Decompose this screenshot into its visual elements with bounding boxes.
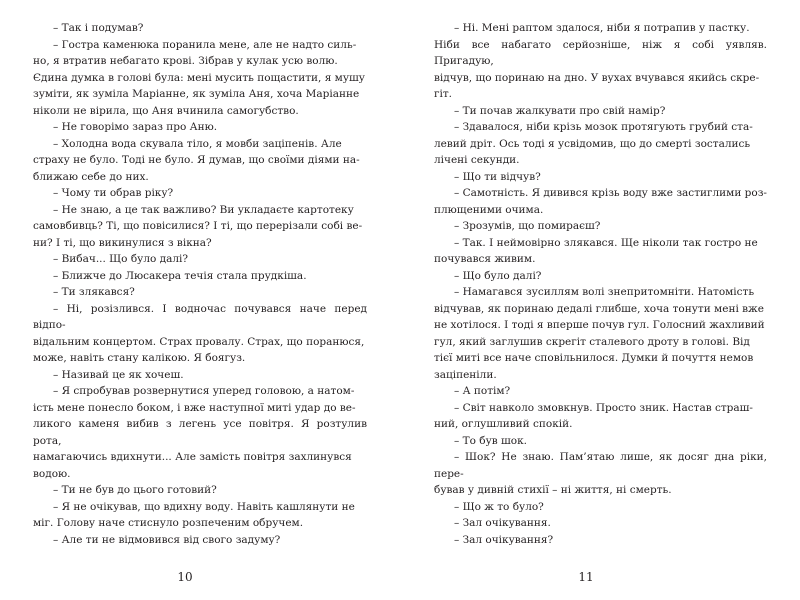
- right-page: [400, 0, 800, 600]
- paragraph: – Ближче до Люсакера течія стала прудкіша.: [53, 269, 307, 282]
- left-page-number: 10: [177, 570, 193, 584]
- paragraph: – Ти злякався?: [53, 286, 135, 298]
- paragraph: – Намагався зусиллям волі знепритомніти. Натомість відчував, як поринаю дедалі глибше, хоча тонути мені вже не хотілося. І тоді я вперше почув гул. Голосний жахливий гул, який заглушив скрегіт сталевого дроту в голові. Від тієї миті все наче сповільнилося. Думки й почуття немов заціпеніли.: [434, 286, 765, 381]
- paragraph: – Вибач... Що було далі?: [53, 253, 189, 265]
- paragraph: – Холодна вода скувала тіло, я мовби заціпенів. Але страху не було. Тоді не було. Я думав, що своїми діями на- ближаю себе до них.: [33, 137, 360, 183]
- paragraph: – Здавалося, ніби крізь мозок протягують грубий ста- левий дріт. Ось тоді я усвідомив, що до смерті зостались лічені секунди.: [434, 121, 753, 166]
- paragraph: – Ти почав жалкувати про свій намір?: [454, 104, 666, 117]
- paragraph: – Що ж то було?: [454, 500, 544, 513]
- paragraph: – Що ти відчув?: [454, 170, 541, 183]
- paragraph: – А потім?: [454, 385, 511, 397]
- paragraph: – Чому ти обрав ріку?: [53, 187, 174, 199]
- paragraph: – Не знаю, а це так важливо? Ви укладаєте картотеку самовбивць? Ті, що повісилися? І ті, що перерізали собі ве- ни? І ті, що викинулися з вікна?: [33, 203, 363, 249]
- right-page-text: [434, 20, 767, 548]
- paragraph: – Ти не був до цього готовий?: [53, 484, 217, 496]
- paragraph: – Гостра каменюка поранила мене, але не надто силь- но, я втратив небагато крові. Зібрав у кулак усю волю. Єдина думка в голові була: мені мусить пощастити, я мушу зуміти, як зуміла Маріанне, як зуміла Аня, хоча Маріанне ніколи не вірила, що Аня вчинила самогубство.: [33, 38, 365, 117]
- paragraph: – Я спробував розвернутися уперед головою, а натом- ість мене понесло боком, і вже наступної миті удар до ве- ликого каменя вибив з легень усе повітря. Я розтулив рота, намагаючись вдихнути... Але замість повітря захлинувся водою.: [33, 385, 367, 480]
- paragraph: – Не говорімо зараз про Аню.: [53, 121, 218, 133]
- paragraph: – Так і подумав?: [53, 22, 144, 34]
- paragraph: – Ні, розізлився. І водночас почувався наче перед відпо- відальним концертом. Страх провалу. Страх, що поранюся, може, навіть стану калікою. Я боягуз.: [33, 302, 367, 364]
- paragraph: – Що було далі?: [454, 269, 542, 282]
- paragraph: – Ні. Мені раптом здалося, ніби я потрапив у пастку. Ніби все набагато серйозніше, ніж я собі уявляв. Пригадую, відчув, що поринаю на дно. У вухах вчувався якийсь скре- гіт.: [434, 22, 767, 100]
- paragraph: – Зрозумів, що помираєш?: [454, 220, 601, 232]
- paragraph: – Самотність. Я дивився крізь воду вже застиглими роз- плющеними очима.: [434, 187, 767, 216]
- paragraph: – Шок? Не знаю. Пам’ятаю лише, як досяг дна ріки, пере- бував у дивній стихії – ні життя, ні смерть.: [434, 451, 767, 496]
- paragraph: – Називай це як хочеш.: [53, 368, 184, 381]
- paragraph: – Зал очікування.: [454, 517, 551, 529]
- paragraph: – Я не очікував, що вдихну воду. Навіть кашлянути не міг. Голову наче стиснуло розпеченим обручем.: [33, 500, 355, 529]
- paragraph: – Але ти не відмовився від свого задуму?: [53, 533, 281, 546]
- left-page-text: [33, 20, 367, 548]
- paragraph: – Світ навколо змовкнув. Просто зник. Настав страш- ний, оглушливий спокій.: [434, 401, 753, 430]
- paragraph: – Так. І неймовірно злякався. Ще ніколи так гостро не почувався живим.: [434, 236, 758, 265]
- paragraph: – Зал очікування?: [454, 533, 554, 546]
- right-page-number: 11: [578, 570, 594, 584]
- paragraph: – То був шок.: [454, 434, 527, 447]
